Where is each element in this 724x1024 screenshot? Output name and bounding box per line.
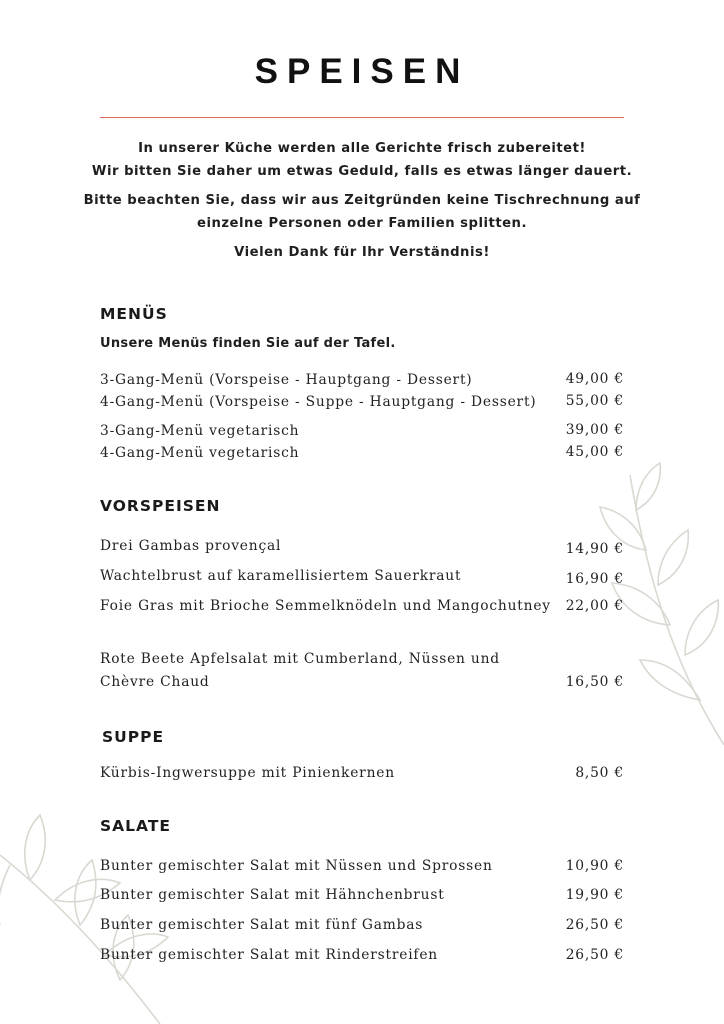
- intro-text: [60, 137, 664, 183]
- item-price: 26,50 €: [565, 947, 624, 963]
- item-name: Bunter gemischter Salat mit fünf Gambas: [100, 917, 424, 933]
- section-title-vorspeisen: VORSPEISEN: [100, 497, 221, 515]
- intro-line: Bitte beachten Sie, dass wir aus Zeitgründen keine Tischrechnung auf: [83, 193, 641, 208]
- intro-line: Vielen Dank für Ihr Verständnis!: [234, 245, 490, 260]
- page-title: SPEISEN: [254, 52, 470, 91]
- item-name: Drei Gambas provençal: [100, 538, 282, 554]
- menu-item: [100, 442, 624, 465]
- item-price: 10,90 €: [565, 858, 624, 874]
- item-price: 49,00 €: [565, 371, 624, 387]
- item-price: 26,50 €: [565, 917, 624, 933]
- item-name: Bunter gemischter Salat mit Rinderstreifen: [100, 947, 438, 963]
- menu-item: [100, 565, 624, 588]
- section-note: Unsere Menüs finden Sie auf der Tafel.: [100, 336, 396, 351]
- item-price: 39,00 €: [565, 422, 624, 438]
- menu-item: [100, 762, 624, 785]
- item-name: Rote Beete Apfelsalat mit Cumberland, Nüssen und Chèvre Chaud: [100, 651, 500, 690]
- item-name: Bunter gemischter Salat mit Hähnchenbrust: [100, 887, 445, 903]
- section-title-menus: MENÜS: [100, 305, 168, 323]
- intro-text: [60, 241, 664, 264]
- menu-item: [100, 595, 624, 618]
- menu-item: [100, 648, 624, 694]
- item-name: 3-Gang-Menü (Vorspeise - Hauptgang - Dessert): [100, 372, 473, 388]
- item-price: 14,90 €: [565, 541, 624, 557]
- item-name: 3-Gang-Menü vegetarisch: [100, 423, 300, 439]
- item-name: 4-Gang-Menü (Vorspeise - Suppe - Hauptgang - Dessert): [100, 394, 537, 410]
- item-price: 55,00 €: [565, 393, 624, 409]
- intro-line: Wir bitten Sie daher um etwas Geduld, falls es etwas länger dauert.: [91, 164, 633, 179]
- item-price: 45,00 €: [565, 444, 624, 460]
- menu-item: [100, 369, 624, 392]
- item-price: 16,50 €: [565, 674, 624, 690]
- item-price: 8,50 €: [575, 765, 624, 781]
- menu-item: [100, 884, 624, 907]
- section-title-salate: SALATE: [100, 817, 171, 835]
- menu-item: [100, 420, 624, 443]
- menu-item: [100, 535, 624, 558]
- menu-item: [100, 944, 624, 967]
- menu-item: [100, 914, 624, 937]
- item-name: Wachtelbrust auf karamellisiertem Sauerkraut: [100, 568, 462, 584]
- intro-text: [60, 189, 664, 235]
- intro-line: einzelne Personen oder Familien splitten.: [197, 216, 527, 231]
- intro-line: In unserer Küche werden alle Gerichte frisch zubereitet!: [138, 141, 586, 156]
- item-name: Kürbis-Ingwersuppe mit Pinienkernen: [100, 765, 395, 781]
- title-divider: [100, 117, 624, 118]
- item-name: 4-Gang-Menü vegetarisch: [100, 445, 300, 461]
- item-name: Foie Gras mit Brioche Semmelknödeln und Mangochutney: [100, 598, 551, 614]
- section-title-suppe: SUPPE: [102, 728, 165, 746]
- menu-item: [100, 391, 624, 414]
- item-price: 16,90 €: [565, 571, 624, 587]
- item-price: 22,00 €: [565, 598, 624, 614]
- item-price: 19,90 €: [565, 887, 624, 903]
- item-name: Bunter gemischter Salat mit Nüssen und Sprossen: [100, 858, 493, 874]
- menu-item: [100, 855, 624, 878]
